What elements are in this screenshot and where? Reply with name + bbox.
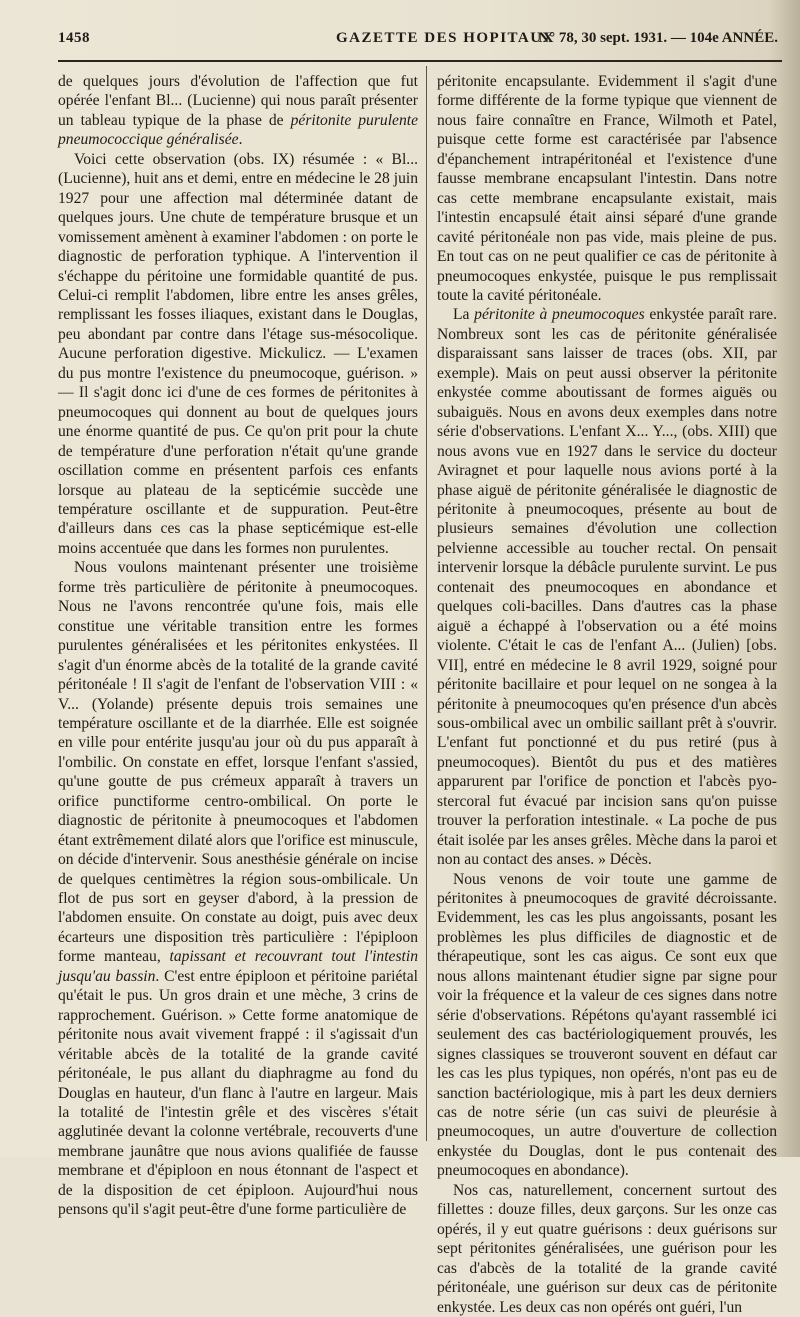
column-divider — [426, 66, 427, 1141]
page-header — [58, 30, 782, 62]
page-number: 1458 — [58, 30, 90, 46]
issue-info: N° 78, 30 sept. 1931. — 104e ANNÉE. — [538, 30, 778, 46]
paragraph: Voici cette observation (obs. IX) résumée : « Bl... (Lucienne), huit ans et demi, entre en médecine le 28 juin 1927 pour une affection mal déterminée datant de quelques jours. Une chute de température brusque et un vomissement amènent à examiner l'abdomen : on porte le diagnostic de perforation typhique. A l'intervention il s'échappe du péritoine une formidable quantité de pus. Celui-ci remplit l'abdomen, libre entre les anses grêles, remplissant les fosses iliaques, existant dans le Douglas, peu abondant par contre dans l'étage sus-mésocolique. Aucune perforation digestive. Mickulicz. — L'examen du pus montre l'existence du pneumocoque, guérison. » — Il s'agit donc ici d'une de ces formes de péritonites à pneumocoques qui donnent au bout de quelques jours une énorme quantité de pus. Ce qu'on prit pour la chute de température d'une perforation n'était qu'une grande oscillation comme en présentent parfois ces enfants lorsque au plateau de la septicémie succède une température oscillante et de suppuration. Peut-être d'ailleurs dans ces cas la phase septicémique est-elle moins accentuée que dans les formes non purulentes. — [58, 150, 418, 557]
paragraph: Nos cas, naturellement, concernent surtout des fillettes : douze filles, deux garçons. Sur les onze cas opérés, il y eut quatre guérisons : deux guérisons sur sept péritonites généralisées, une guérison pour les cas d'abcès de la totalité de la grande cavité péritonéale, une guérison sur deux cas de péritonite enkystée. Les deux cas non opérés ont guéri, l'un — [437, 1181, 777, 1316]
paragraph: de quelques jours d'évolution de l'affection que fut opérée l'enfant Bl... (Lucienne) qui nous paraît présenter un tableau typique de la phase de péritonite purulente pneumococcique généralisée. — [58, 73, 419, 149]
paragraph: La péritonite à pneumocoques enkystée paraît rare. Nombreux sont les cas de péritonite généralisée disparaissant sans laisser de traces (obs. XII, par exemple). Mais on peut aussi observer la péritonite enkystée comme aboutissant de formes aiguës ou subaiguës. Nous en avons deux exemples dans notre série d'observations. L'enfant X... Y..., (obs. XIII) que nous avons vue en 1927 dans le service du docteur Aviragnet et pour laquelle nous avions porté à la phase aiguë de péritonite généralisée le diagnostic de péritonite à pneumocoques, présente au bout de plusieurs semaines d'évolution une collection pelvienne accessible au toucher rectal. On pensait intervenir lorsque la débâcle purulente survint. Le pus contenait des pneumocoques en abondance et quelques coli-bacilles. Dans d'autres cas la phase aiguë a échappé à l'observation ou a été moins violente. C'était le cas de l'enfant A... (Julien) [obs. VII], entré en médecine le 8 avril 1929, soigné pour péritonite bacillaire et pour lequel on ne songea à la péritonite à pneumocoques qu'en présence d'un abcès sous-ombilical avec un ombilic saillant prêt à s'ouvrir. L'enfant fut ponctionné et du pus retiré (pus à pneumocoques). Bientôt du pus et des matières apparurent par l'orifice de ponction et l'abcès pyo-stercoral fut évacué par incision sans qu'on puisse trouver la perforation intestinale. « La poche de pus était isolée par les anses grêles. Mèche dans la paroi et non au contact des anses. » Décès. — [437, 306, 777, 869]
paragraph: péritonite encapsulante. Evidemment il s'agit d'une forme différente de la forme typique que viennent de nous faire connaître en France, Wilmoth et Patel, puisque cette forme est caractérisée par l'absence d'épanchement intrapéritonéal et l'existence d'une fausse membrane encapsulant l'intestin. Dans notre cas cette membrane encapsulante existait, mais l'intestin encapsulé était ainsi séparé d'une grande cavité péritonéale non pas vide, mais pleine de pus. En tout cas on ne peut qualifier ce cas de péritonite à pneumocoques enkystée, puisque le pus remplissait toute la cavité péritonéale. — [437, 73, 777, 304]
right-column — [437, 72, 777, 1317]
left-column — [58, 72, 418, 1220]
paragraph: Nous venons de voir toute une gamme de péritonites à pneumocoques de gravité décroissante. Evidemment, les cas les plus angoissants, posant les problèmes les plus difficiles de diagnostic et de thérapeutique, sont les cas aigus. Ce sont eux que nous allons maintenant étudier signe par signe pour voir la fréquence et la valeur de ces signes dans notre série d'observations. Répétons qu'ayant rassemblé ici seulement des cas bactériologiquement prouvés, les signes classiques se trouveront souvent en défaut car les cas les plus typiques, non opérés, n'ont pas eu de sanction bactériologique, mis à part les deux derniers cas de notre série (un cas suivi de pleurésie à pneumocoques, un autre d'ouverture de collection enkystée du Douglas, dont le pus contenait des pneumocoques en abondance). — [437, 870, 777, 1180]
journal-title: GAZETTE DES HOPITAUX — [336, 30, 555, 46]
paragraph: Nous voulons maintenant présenter une troisième forme très particulière de péritonite à pneumocoques. Nous ne l'avons rencontrée qu'une fois, mais elle constitue une véritable transition entre les formes purulentes généralisées et les péritonites enkystées. Il s'agit d'un énorme abcès de la totalité de la grande cavité péritonéale ! Il s'agit de l'enfant de l'observation VIII : « V... (Yolande) présente depuis trois semaines une température oscillante et de la diarrhée. Elle est soignée en ville pour entérite jusqu'au jour où du pus apparaît à l'ombilic. On constate en effet, lorsque l'enfant s'assied, qu'une goutte de pus crémeux apparaît à travers un orifice punctiforme centro-ombilical. On porte le diagnostic de péritonite à pneumocoques et l'abdomen étant extrêmement dilaté alors que l'orifice est minuscule, on décide d'intervenir. Sous anesthésie générale on incise de quelques centimètres la région sous-ombilicale. Un flot de pus sort en geyser d'abord, à la pression de l'abdomen ensuite. On constate au doigt, puis avec deux écarteurs une disposition très particulière : l'épiploon forme manteau, tapissant et recouvrant tout l'intestin jusqu'au bassin. C'est entre épiploon et péritoine pariétal qu'était le pus. Un gros drain et une mèche, 3 crins de rapprochement. Guérison. » Cette forme anatomique de péritonite nous avait vivement frappé : il s'agissait d'un véritable abcès de la totalité de la grande cavité péritonéale, le pus allant du diaphragme au fond du Douglas en hauteur, d'un flanc à l'autre en largeur. Mais la totalité de l'intestin grêle et des viscères s'était agglutinée devant la colonne vertébrale, recouverts d'une membrane jaunâtre que nous avions qualifiée de fausse membrane et d'épiploon en nous étonnant de l'aspect et de la disposition de cet épiploon. Aujourd'hui nous pensons qu'il s'agit peut-être d'une forme particulière de — [58, 559, 418, 1219]
